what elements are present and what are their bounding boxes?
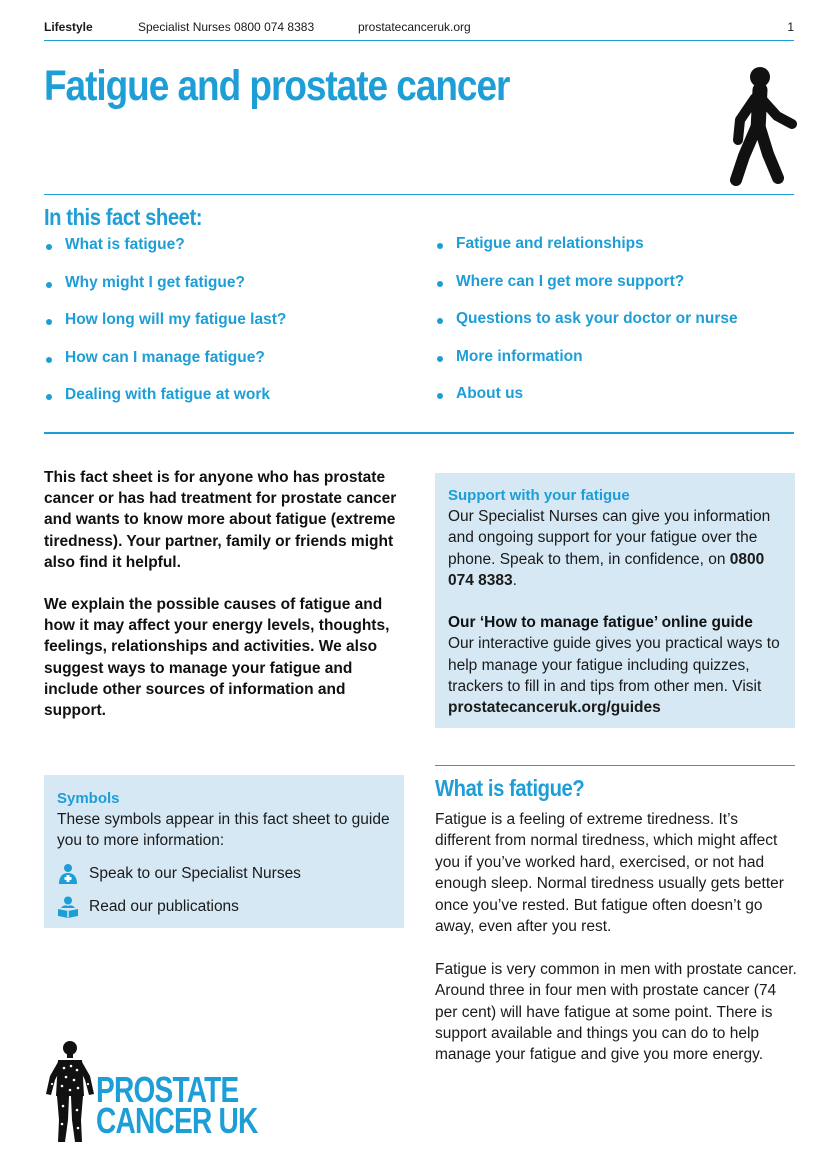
fatigue-paragraph-2: Fatigue is very common in men with prostate cancer. Around three in four men with prostate cancer (74 per cent) will have fatigue at some point. There is support available and things you can do to help manage your fatigue and give you more energy. xyxy=(435,960,797,1064)
publications-icon xyxy=(57,896,79,918)
page-number: 1 xyxy=(787,20,794,34)
header-divider xyxy=(44,40,794,41)
toc-item-more-information[interactable]: More information xyxy=(435,348,738,386)
symbols-title: Symbols xyxy=(57,790,120,807)
support-phone-suffix: . xyxy=(512,571,517,589)
guide-text xyxy=(448,633,781,718)
intro-paragraph-1: This fact sheet is for anyone who has prostate cancer or has had treatment for prostate cancer and wants to know more about fatigue (extreme tiredness). Your partner, family or friends might also find it helpful. xyxy=(44,469,397,571)
fatigue-heading: What is fatigue? xyxy=(435,775,585,801)
fatigue-divider xyxy=(435,765,795,766)
page-title: Fatigue and prostate cancer xyxy=(44,62,510,110)
support-box-text xyxy=(448,506,781,591)
title-divider xyxy=(44,194,794,195)
fatigue-paragraph-1: Fatigue is a feeling of extreme tiredness. It’s different from normal tiredness, which might affect you if you’ve worked hard, exercised, or not had enough sleep. Normal tiredness usually gets better once you’ve rested. But fatigue often doesn’t go away, even after you rest. xyxy=(435,811,784,936)
logo-line-2: CANCER UK xyxy=(96,1100,258,1141)
toc-item-questions[interactable]: Questions to ask your doctor or nurse xyxy=(435,310,738,348)
toc-item-more-support[interactable]: Where can I get more support? xyxy=(435,273,738,311)
symbol-row-nurses xyxy=(57,858,390,891)
toc-item-about-us[interactable]: About us xyxy=(435,385,738,423)
support-box-title: Support with your fatigue xyxy=(448,487,630,504)
toc-item-relationships[interactable]: Fatigue and relationships xyxy=(435,235,738,273)
toc-list-left xyxy=(44,236,286,424)
toc-item-what-is-fatigue[interactable]: What is fatigue? xyxy=(44,236,286,274)
header-phone: Specialist Nurses 0800 074 8383 xyxy=(138,20,315,34)
support-phone[interactable]: 0800 074 8383 xyxy=(448,550,765,589)
walking-man-icon xyxy=(722,66,802,188)
toc-item-how-long[interactable]: How long will my fatigue last? xyxy=(44,311,286,349)
guide-heading: Our ‘How to manage fatigue’ online guide xyxy=(448,614,753,632)
support-box xyxy=(435,473,795,728)
toc-divider xyxy=(44,432,794,434)
toc-item-why-fatigue[interactable]: Why might I get fatigue? xyxy=(44,274,286,312)
symbol-nurses-label: Speak to our Specialist Nurses xyxy=(89,865,301,883)
symbol-row-publications xyxy=(57,891,390,924)
symbol-publications-label: Read our publications xyxy=(89,898,239,916)
logo-wordmark xyxy=(96,1069,258,1141)
guide-body: Our interactive guide gives you practical ways to help manage your fatigue including quizzes, trackers to fill in and tips from other men. Visit xyxy=(448,635,780,696)
intro-text xyxy=(44,467,404,742)
guide-link[interactable]: prostatecanceruk.org/guides xyxy=(448,699,661,717)
support-box-body: Our Specialist Nurses can give you information and ongoing support for your fatigue over the phone. Speak to them, in confidence, on xyxy=(448,508,771,568)
symbols-box xyxy=(44,775,404,928)
nurse-icon xyxy=(57,863,79,885)
logo-figure-icon xyxy=(44,1040,96,1144)
toc-item-fatigue-at-work[interactable]: Dealing with fatigue at work xyxy=(44,386,286,424)
fatigue-body xyxy=(435,809,797,1087)
symbols-text: These symbols appear in this fact sheet to guide you to more information: xyxy=(57,811,390,850)
toc-item-manage-fatigue[interactable]: How can I manage fatigue? xyxy=(44,349,286,387)
toc-heading: In this fact sheet: xyxy=(44,204,203,230)
toc-list-right xyxy=(435,235,738,423)
logo-line-1: PROSTATE xyxy=(96,1069,239,1110)
header-section-label: Lifestyle xyxy=(44,20,93,34)
intro-paragraph-2: We explain the possible causes of fatigue and how it may affect your energy levels, thoughts, feelings, relationships and activities. We also suggest ways to manage your fatigue and include other sources of information and support. xyxy=(44,596,390,720)
header-website-link[interactable]: prostatecanceruk.org xyxy=(358,20,471,34)
